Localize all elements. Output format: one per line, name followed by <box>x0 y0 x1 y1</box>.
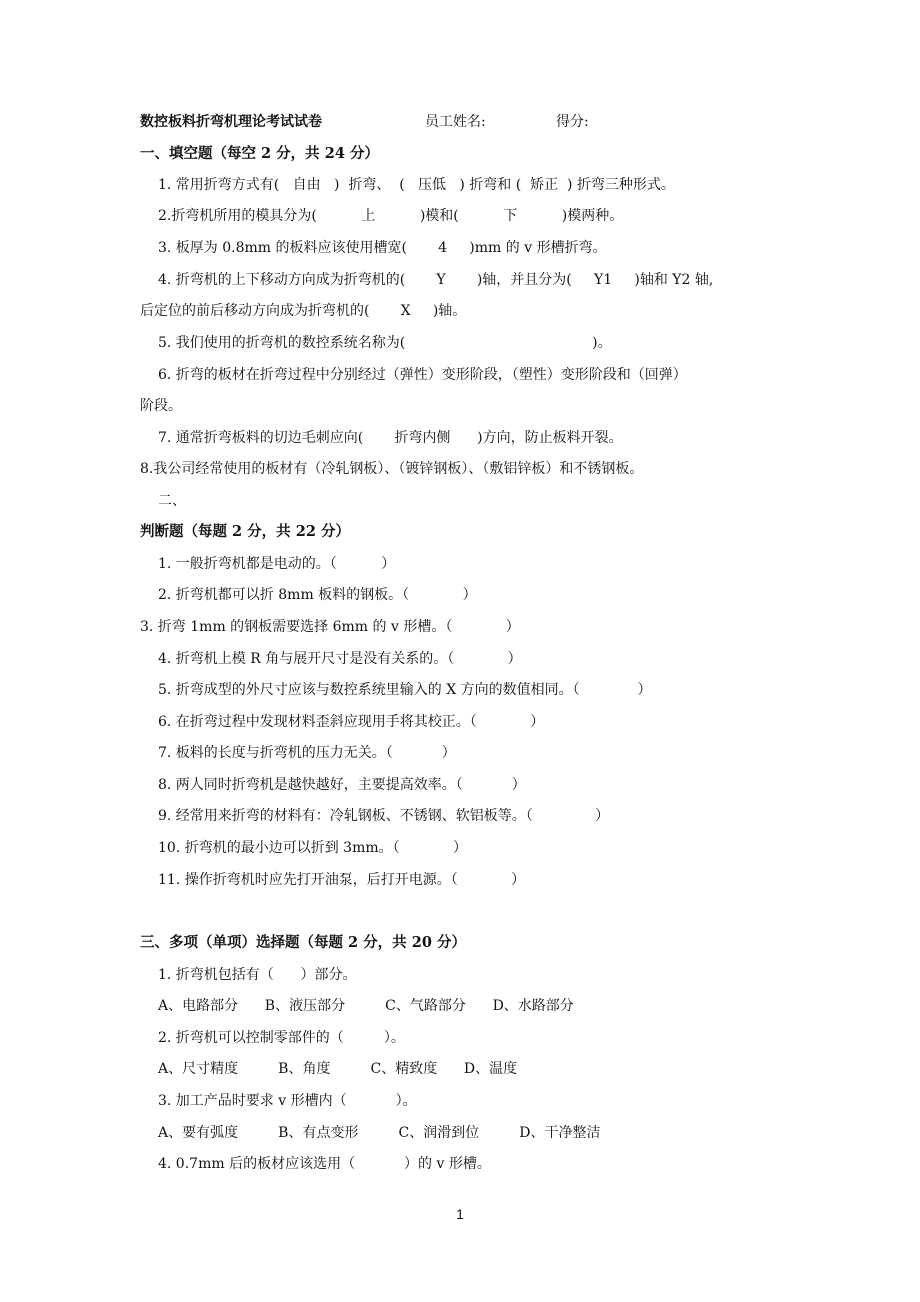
answer-options: A、尺寸精度 B、角度 C、精致度 D、温度 <box>158 1061 518 1077</box>
section-2-heading: 判断题（每题 2 分，共 22 分） <box>140 523 350 540</box>
question-item: 7. 通常折弯板料的切边毛刺应向( 折弯内侧 )方向，防止板料开裂。 <box>158 430 623 446</box>
score-label: 得分: <box>556 114 589 130</box>
question-item: 4. 0.7mm 后的板材应该选用（ ）的 v 形槽。 <box>158 1156 491 1172</box>
question-item: 1. 常用折弯方式有( 自由 ) 折弯、 ( 压低 ) 折弯和 ( 矫正 ) 折弯三种形式。 <box>158 177 675 193</box>
question-item: 2.折弯机所用的模具分为( 上 )模和( 下 )模两种。 <box>158 208 624 224</box>
question-item-continued: 后定位的前后移动方向成为折弯机的( X )轴。 <box>140 303 467 319</box>
question-item: 4. 折弯机上模 R 角与展开尺寸是没有关系的。（ ） <box>158 651 522 667</box>
question-item: 1. 一般折弯机都是电动的。（ ） <box>158 556 396 572</box>
question-item: 5. 我们使用的折弯机的数控系统名称为( )。 <box>158 335 612 351</box>
question-item: 1. 折弯机包括有（ ）部分。 <box>158 967 357 983</box>
question-item: 7. 板料的长度与折弯机的压力无关。（ ） <box>158 745 456 761</box>
page-number: 1 <box>456 1206 464 1222</box>
question-item: 8. 两人同时折弯机是越快越好，主要提高效率。（ ） <box>158 777 526 793</box>
employee-name-label: 员工姓名: <box>425 114 486 130</box>
question-item: 2. 折弯机可以控制零部件的（ ）。 <box>158 1030 405 1046</box>
section-2-number: 二、 <box>158 493 186 509</box>
exam-title: 数控板料折弯机理论考试试卷 <box>140 114 322 130</box>
question-item: 8.我公司经常使用的板材有（冷轧钢板）、（镀锌钢板）、（敷铝锌板）和不锈钢板。 <box>140 461 644 477</box>
question-item: 3. 板厚为 0.8mm 的板料应该使用槽宽( 4 )mm 的 v 形槽折弯。 <box>158 240 607 256</box>
question-item: 6. 在折弯过程中发现材料歪斜应现用手将其校正。（ ） <box>158 714 545 730</box>
question-item-continued: 阶段。 <box>140 398 182 414</box>
question-item: 3. 加工产品时要求 v 形槽内（ ）。 <box>158 1093 417 1109</box>
question-item: 3. 折弯 1mm 的钢板需要选择 6mm 的 v 形槽。（ ） <box>140 619 520 635</box>
question-item: 11. 操作折弯机时应先打开油泵，后打开电源。（ ） <box>158 872 526 888</box>
section-3-heading: 三、多项（单项）选择题（每题 2 分，共 20 分） <box>140 934 466 951</box>
question-item: 2. 折弯机都可以折 8mm 板料的钢板。（ ） <box>158 587 477 603</box>
answer-options: A、要有弧度 B、有点变形 C、润滑到位 D、干净整洁 <box>158 1125 601 1141</box>
question-item: 4. 折弯机的上下移动方向成为折弯机的( Y )轴，并且分为( Y1 )轴和 Y2 轴, <box>158 272 714 288</box>
question-item: 5. 折弯成型的外尺寸应该与数控系统里输入的 X 方向的数值相同。（ ） <box>158 682 652 698</box>
question-item: 6. 折弯的板材在折弯过程中分别经过（弹性）变形阶段，（塑性）变形阶段和（回弹） <box>158 367 687 383</box>
section-1-heading: 一、填空题（每空 2 分，共 24 分） <box>140 145 379 162</box>
answer-options: A、电路部分 B、液压部分 C、气路部分 D、水路部分 <box>158 998 574 1014</box>
question-item: 10. 折弯机的最小边可以折到 3mm。（ ） <box>158 840 468 856</box>
question-item: 9. 经常用来折弯的材料有：冷轧钢板、不锈钢、软铝板等。（ ） <box>158 808 610 824</box>
